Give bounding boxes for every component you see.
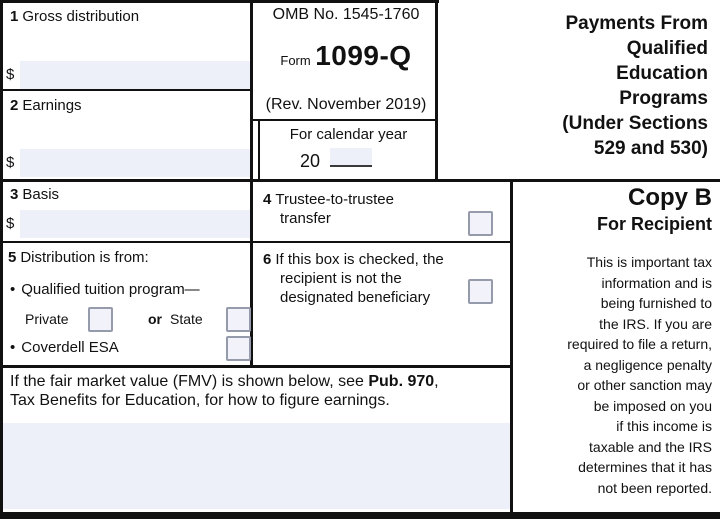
or-label: or bbox=[148, 311, 162, 327]
box3-label bbox=[10, 186, 59, 204]
form-number: 1099-Q bbox=[315, 40, 412, 71]
box4-label-text: Trustee-to-trustee transfer bbox=[275, 191, 394, 227]
state-label: State bbox=[170, 311, 203, 327]
fmv-pub-970: Pub. 970 bbox=[368, 373, 435, 390]
coverdell-label: Coverdell ESA bbox=[21, 339, 119, 356]
box3-label-text: Basis bbox=[22, 186, 60, 203]
divider-h-main bbox=[0, 179, 720, 182]
box2-label bbox=[10, 97, 82, 115]
box3-number: 3 bbox=[10, 186, 19, 203]
calendar-year-input[interactable] bbox=[330, 148, 372, 167]
private-label: Private bbox=[25, 311, 69, 327]
fmv-input[interactable] bbox=[3, 423, 510, 509]
box1-label bbox=[10, 8, 139, 26]
not-designated-beneficiary-checkbox[interactable] bbox=[468, 279, 493, 304]
border-bottom-bar bbox=[0, 512, 720, 519]
gross-distribution-input[interactable] bbox=[20, 61, 250, 89]
bullet-icon: • bbox=[10, 339, 16, 356]
calendar-box-left-border bbox=[258, 121, 260, 179]
omb-number: OMB No. 1545-1760 bbox=[272, 6, 420, 23]
copy-b-title: Copy B bbox=[628, 184, 712, 211]
state-checkbox[interactable] bbox=[226, 307, 251, 332]
for-recipient-title: For Recipient bbox=[596, 214, 712, 234]
box1-dollar-sign: $ bbox=[6, 66, 15, 83]
box5-label-text: Distribution is from: bbox=[20, 249, 149, 266]
form-word: Form bbox=[280, 53, 311, 68]
year-prefix: 20 bbox=[300, 151, 321, 171]
box1-number: 1 bbox=[10, 8, 19, 25]
divider-h-box1-box2 bbox=[0, 89, 252, 91]
box2-dollar-sign: $ bbox=[6, 154, 15, 171]
trustee-transfer-checkbox[interactable] bbox=[468, 211, 493, 236]
border-top bbox=[0, 0, 439, 3]
revision-label: (Rev. November 2019) bbox=[265, 96, 427, 113]
fmv-instruction bbox=[10, 372, 506, 410]
divider-v-omb-right bbox=[435, 0, 438, 182]
box5-coverdell-bullet bbox=[10, 339, 119, 356]
form-title: Payments From Qualified Education Programs (Under Sections 529 and 530) bbox=[562, 13, 708, 159]
fmv-text-line2: Tax Benefits for Education, for how to figure earnings. bbox=[10, 392, 390, 409]
basis-input[interactable] bbox=[20, 210, 250, 238]
coverdell-checkbox[interactable] bbox=[226, 336, 251, 361]
box5-number: 5 bbox=[8, 249, 17, 266]
box4-number: 4 bbox=[263, 191, 272, 208]
fmv-text-before: If the fair market value (FMV) is shown below, see bbox=[10, 373, 369, 390]
box2-label-text: Earnings bbox=[22, 97, 82, 114]
qtp-label: Qualified tuition program— bbox=[21, 281, 200, 298]
divider-h-box3-box5 bbox=[0, 241, 512, 243]
private-checkbox[interactable] bbox=[88, 307, 113, 332]
box6-label bbox=[263, 250, 478, 307]
box6-label-text: If this box is checked, the recipient is not the designated beneficiary bbox=[275, 251, 444, 306]
recipient-notice: This is important tax information and is being furnished to the IRS. If you are required to file a return, a negligence penalty or other sanction may be imposed on you if this income is taxable and the IRS determines that it has not been reported. bbox=[567, 254, 712, 496]
earnings-input[interactable] bbox=[20, 149, 250, 177]
box1-label-text: Gross distribution bbox=[22, 8, 140, 25]
calendar-year-label: For calendar year bbox=[289, 126, 408, 143]
bullet-icon: • bbox=[10, 281, 16, 298]
box5-label bbox=[8, 249, 149, 267]
box3-dollar-sign: $ bbox=[6, 215, 15, 232]
box4-label bbox=[263, 190, 445, 228]
box6-number: 6 bbox=[263, 251, 272, 268]
divider-h-rev-calendar bbox=[250, 119, 437, 121]
fmv-text-comma: , bbox=[434, 373, 439, 390]
box2-number: 2 bbox=[10, 97, 19, 114]
box5-qtp-bullet bbox=[10, 281, 200, 298]
divider-h-box5-fmv bbox=[0, 365, 512, 368]
